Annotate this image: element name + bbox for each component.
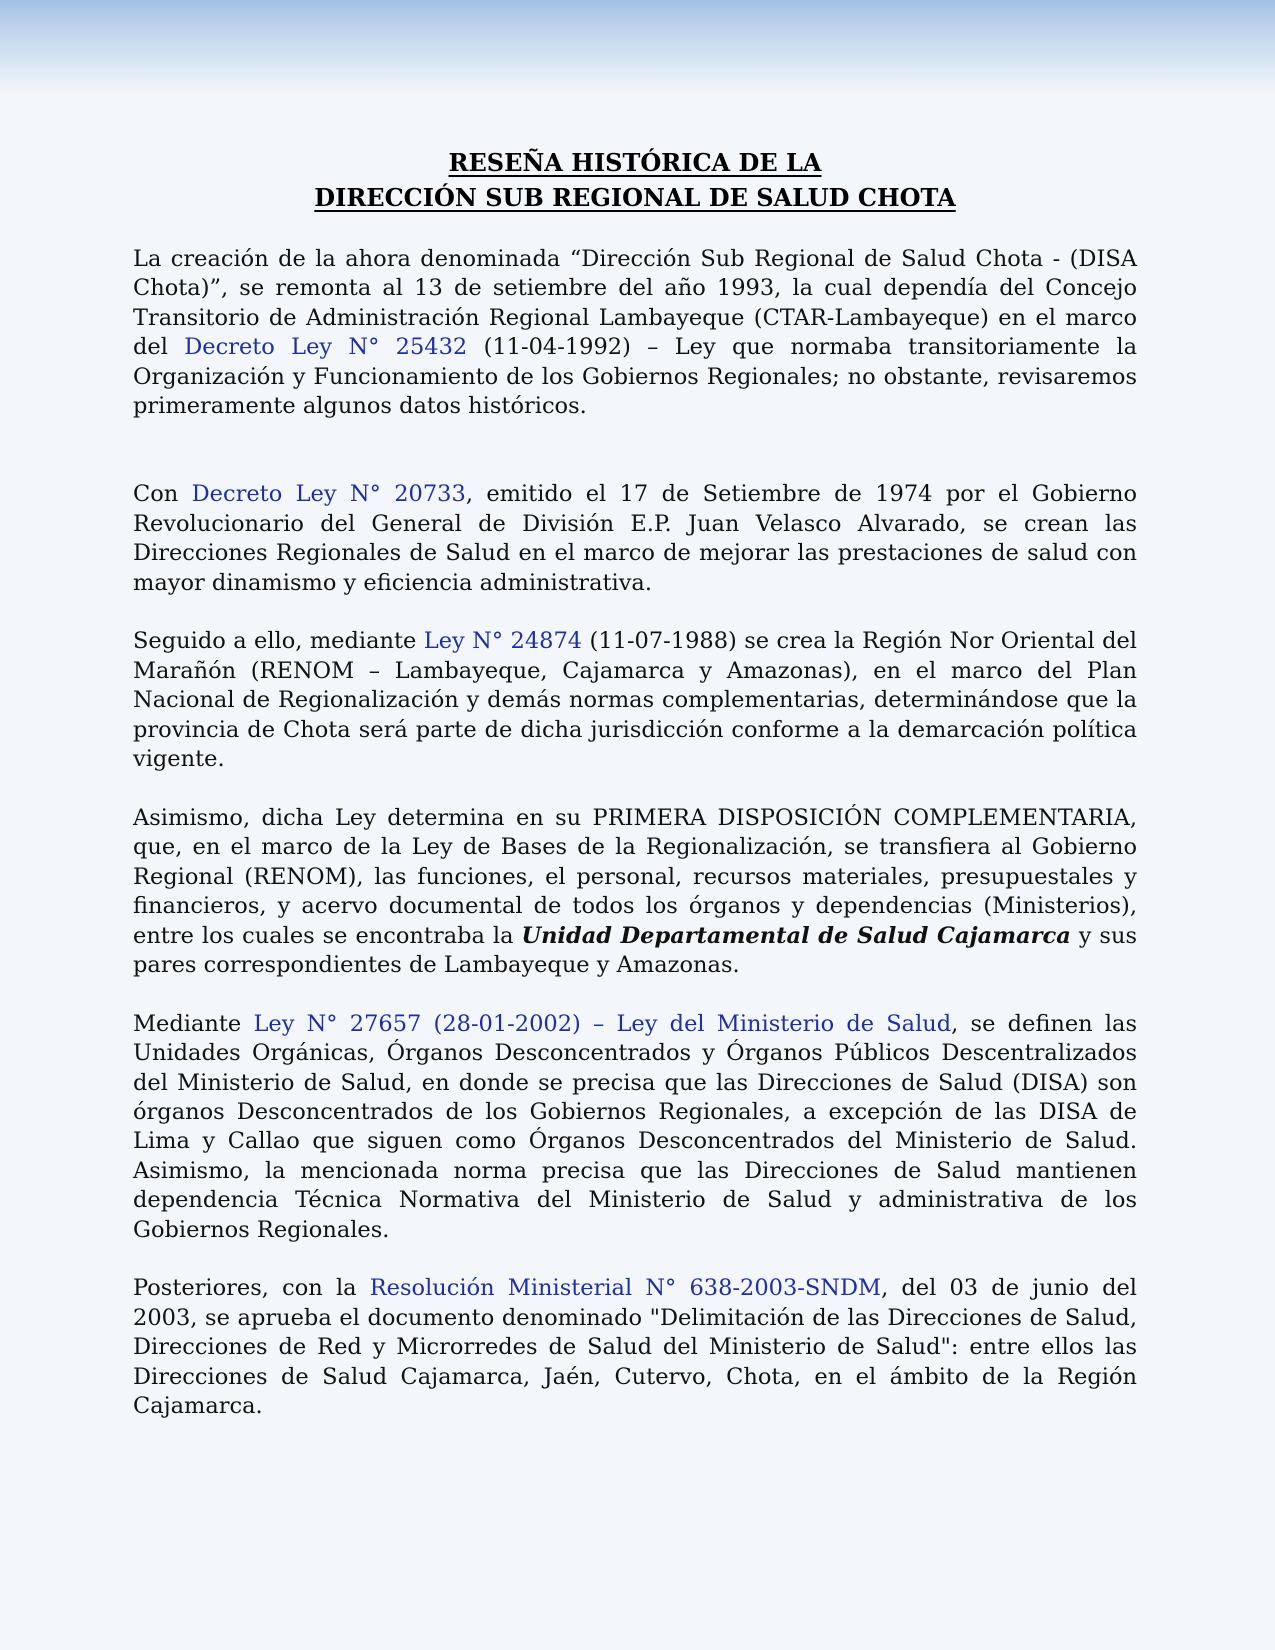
paragraph-text: Mediante [133,1010,254,1037]
header-gradient-band [0,0,1275,95]
paragraph-decreto-20733 [133,480,1137,598]
emphasis-unidad-departamental: Unidad Departamental de Salud Cajamarca [521,922,1071,949]
paragraph-text: Asimismo, dicha Ley determina en su PRIMERA DISPOSICIÓN COMPLEMENTARIA, que, en el marco de la Ley de Bases de la Regionalización, se transfiera al Gobierno Regional (RENOM), las funciones, el personal, recursos materiales, presupuestales y financieros, y acervo documental de todos los órganos y dependencias (Ministerios), entre los cuales se encontraba la [133,804,1137,949]
paragraph-ley-27657 [133,1010,1137,1245]
paragraph-ley-24874 [133,627,1137,774]
paragraph-origin [133,245,1137,421]
document-title [133,145,1137,215]
paragraph-text: Posteriores, con la [133,1275,370,1302]
paragraph-text: (11-04-1992) – Ley que normaba transitoriamente la Organización y Funcionamiento de los Gobiernos Regionales; no obstante, revisaremos primeramente algunos datos históricos. [133,334,1137,420]
paragraph-text: y sus pares correspondientes de Lambayeque y Amazonas. [133,922,1137,978]
paragraph-text: Con [133,481,192,508]
link-ley-24874[interactable]: Ley N° 24874 [423,628,583,655]
paragraph-primera-disposicion [133,804,1137,980]
link-decreto-ley-25432[interactable]: Decreto Ley N° 25432 [184,334,468,361]
paragraph-text: , se definen las Unidades Orgánicas, Órganos Desconcentrados y Órganos Públicos Descentralizados del Ministerio de Salud, en donde se precisa que las Direcciones de Salud (DISA) son órganos Desconcentrados de los Gobiernos Regionales, a excepción de las DISA de Lima y Callao que siguen como Órganos Desconcentrados del Ministerio de Salud. Asimismo, la mencionada norma precisa que las Direcciones de Salud mantienen dependencia Técnica Normativa del Ministerio de Salud y administrativa de los Gobiernos Regionales. [133,1010,1137,1243]
title-line-2: DIRECCIÓN SUB REGIONAL DE SALUD CHOTA [314,183,956,212]
link-decreto-ley-20733[interactable]: Decreto Ley N° 20733 [191,481,466,508]
title-line-1: RESEÑA HISTÓRICA DE LA [448,148,822,177]
paragraph-resolucion-638 [133,1274,1137,1421]
paragraph-text: La creación de la ahora denominada “Dirección Sub Regional de Salud Chota - (DISA Chota)”, se remonta al 13 de setiembre del año 1993, la cual dependía del Concejo Transitorio de Administración Regional Lambayeque (CTAR-Lambayeque) en el marco del [133,246,1137,361]
document-page [133,145,1137,1451]
paragraph-text: (11-07-1988) se crea la Región Nor Oriental del Marañón (RENOM – Lambayeque, Cajamarca y Amazonas), en el marco del Plan Nacional de Regionalización y demás normas complementarias, determinándose que la provincia de Chota será parte de dicha jurisdicción conforme a la demarcación política vigente. [133,628,1137,773]
paragraph-text: , emitido el 17 de Setiembre de 1974 por el Gobierno Revolucionario del General de División E.P. Juan Velasco Alvarado, se crean las Direcciones Regionales de Salud en el marco de mejorar las prestaciones de salud con mayor dinamismo y eficiencia administrativa. [133,481,1137,596]
paragraph-text: , del 03 de junio del 2003, se aprueba el documento denominado "Delimitación de las Direcciones de Salud, Direcciones de Red y Microrredes de Salud del Ministerio de Salud": entre ellos las Direcciones de Salud Cajamarca, Jaén, Cutervo, Chota, en el ámbito de la Región Cajamarca. [133,1275,1137,1419]
link-resolucion-ministerial-638[interactable]: Resolución Ministerial N° 638-2003-SNDM [369,1275,882,1302]
link-ley-27657[interactable]: Ley N° 27657 (28-01-2002) – Ley del Ministerio de Salud [253,1010,952,1037]
paragraph-text: Seguido a ello, mediante [133,628,424,655]
